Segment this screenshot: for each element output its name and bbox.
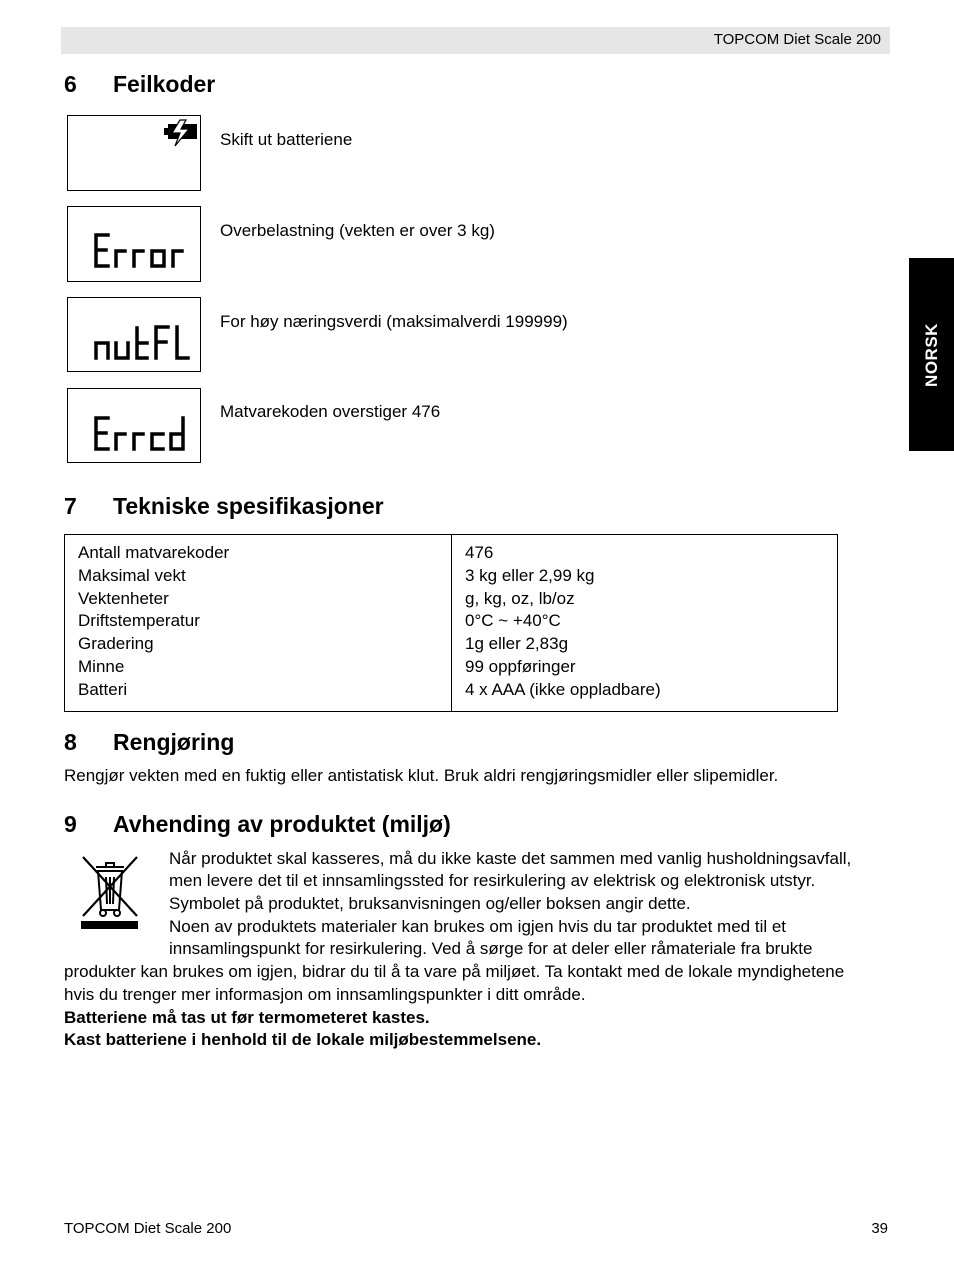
disposal-line: men levere det til et innsamlingssted for resirkulering av elektrisk og elektronisk utstyr. — [169, 871, 816, 890]
disposal-line: innsamlingspunkt for resirkulering. Ved å sørge for at deler eller råmateriale fra brukte — [169, 939, 813, 958]
spec-value: 4 x AAA (ikke oppladbare) — [465, 679, 661, 699]
disposal-line: Symbolet på produktet, bruksanvisningen og/eller boksen angir dette. — [169, 894, 691, 913]
error-description: Skift ut batteriene — [220, 130, 353, 149]
battery-disposal-note: Kast batteriene i henhold til de lokale miljøbestemmelsene. — [64, 1030, 542, 1049]
section-6-heading — [64, 71, 215, 98]
error-display-error — [67, 206, 201, 282]
spec-value: 1g eller 2,83g — [465, 634, 569, 654]
spec-value: g, kg, oz, lb/oz — [465, 588, 575, 608]
spec-value: 99 oppføringer — [465, 656, 576, 676]
cleaning-text: Rengjør vekten med en fuktig eller antistatisk klut. Bruk aldri rengjøringsmidler eller slipemidler. — [64, 766, 779, 785]
section-number: 6 — [64, 71, 77, 97]
error-description: Matvarekoden overstiger 476 — [220, 402, 441, 421]
section-7-heading — [64, 493, 384, 520]
lcd-errcd-display — [68, 389, 202, 464]
section-9-heading — [64, 811, 451, 838]
table-row — [65, 535, 838, 712]
spec-value: 0°C ~ +40°C — [465, 611, 561, 631]
disposal-line: Når produktet skal kasseres, må du ikke kaste det sammen med vanlig husholdningsavfall, — [169, 849, 852, 868]
crossed-bin-icon — [80, 854, 140, 932]
error-display-battery — [67, 115, 201, 191]
disposal-line: hvis du trenger mer informasjon om innsamlingspunkter i ditt område. — [64, 985, 586, 1004]
spec-label: Vektenheter — [78, 588, 169, 608]
spec-label: Antall matvarekoder — [78, 543, 230, 562]
lcd-error-display — [68, 207, 202, 283]
specifications-table — [64, 534, 838, 712]
language-tab — [909, 258, 954, 451]
section-title: Rengjøring — [113, 729, 235, 755]
spec-label: Minne — [78, 656, 125, 676]
spec-label: Batteri — [78, 679, 128, 699]
section-title: Avhending av produktet (miljø) — [113, 811, 451, 837]
section-title: Tekniske spesifikasjoner — [113, 493, 384, 519]
error-display-errcd — [67, 388, 201, 463]
spec-label: Gradering — [78, 634, 154, 654]
section-8-heading — [64, 729, 234, 756]
spec-labels-cell — [65, 535, 452, 712]
page-number: 39 — [871, 1220, 888, 1237]
error-description: For høy næringsverdi (maksimalverdi 199999) — [220, 312, 568, 331]
spec-values-cell — [452, 535, 838, 712]
section-title: Feilkoder — [113, 71, 216, 97]
footer-title: TOPCOM Diet Scale 200 — [64, 1220, 232, 1237]
battery-disposal-note: Batteriene må tas ut før termometeret kastes. — [64, 1008, 430, 1027]
section-number: 7 — [64, 493, 77, 519]
header-title: TOPCOM Diet Scale 200 — [713, 31, 881, 48]
disposal-line: produkter kan brukes om igjen, bidrar du til å ta vare på miljøet. Ta kontakt med de lokale myndighetene — [64, 962, 845, 981]
spec-value: 476 — [465, 543, 494, 562]
spec-label: Driftstemperatur — [78, 611, 200, 631]
error-display-nutfl — [67, 297, 201, 372]
lcd-nutfl-display — [68, 298, 202, 373]
page-header — [61, 27, 890, 54]
section-number: 8 — [64, 729, 77, 755]
error-description: Overbelastning (vekten er over 3 kg) — [220, 221, 495, 240]
spec-label: Maksimal vekt — [78, 565, 186, 585]
section-number: 9 — [64, 811, 77, 837]
language-tab-label: NORSK — [921, 322, 941, 387]
spec-value: 3 kg eller 2,99 kg — [465, 565, 595, 585]
battery-low-icon — [68, 116, 202, 192]
disposal-line: Noen av produktets materialer kan brukes om igjen hvis du tar produktet med til et — [169, 917, 787, 936]
